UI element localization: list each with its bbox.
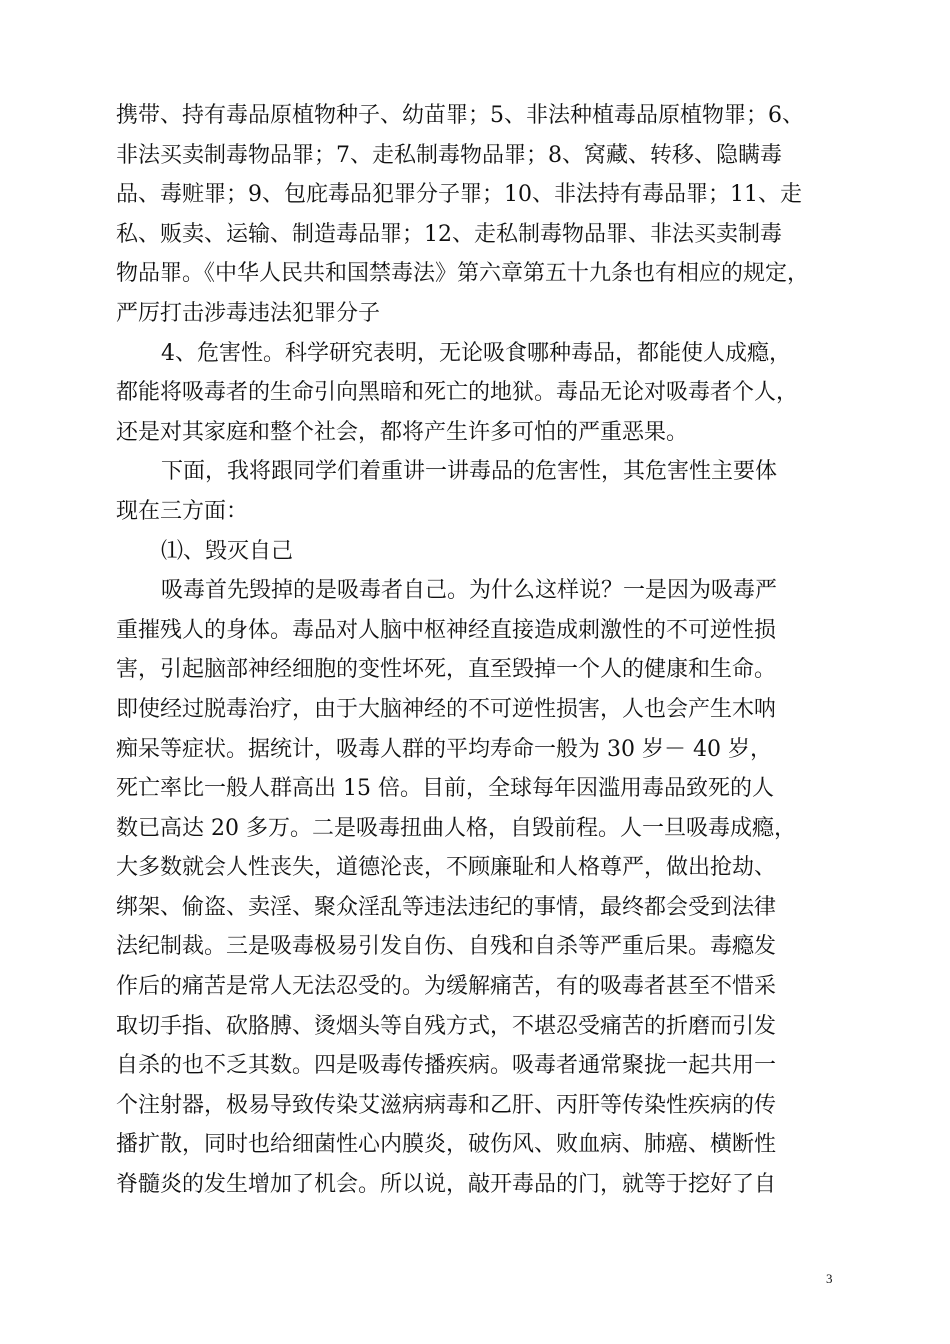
text-line: 下面，我将跟同学们着重讲一讲毒品的危害性，其危害性主要体 [161, 459, 778, 485]
text-line: 物品罪。《中华人民共和国禁毒法》第六章第五十九条也有相应的规定， [116, 261, 810, 287]
text-line: 都能将吸毒者的生命引向黑暗和死亡的地狱。毒品无论对吸毒者个人， [116, 380, 799, 406]
text-line: 严厉打击涉毒违法犯罪分子 [116, 300, 381, 326]
text-line: 个注射器，极易导致传染艾滋病病毒和乙肝、丙肝等传染性疾病的传 [116, 1092, 777, 1118]
text-line: 即使经过脱毒治疗，由于大脑神经的不可逆性损害，人也会产生木呐 [116, 696, 777, 722]
body-text [116, 96, 836, 1205]
text-line: 法纪制裁。三是吸毒极易引发自伤、自残和自杀等严重后果。毒瘾发 [116, 934, 777, 960]
text-line: 取切手指、砍胳膊、烫烟头等自残方式，不堪忍受痛苦的折磨而引发 [116, 1013, 777, 1039]
text-line: 吸毒首先毁掉的是吸毒者自己。为什么这样说？一是因为吸毒严 [161, 578, 778, 604]
text-line: 非法买卖制毒物品罪；7、走私制毒物品罪；8、窝藏、转移、隐瞒毒 [116, 142, 782, 168]
text-line: 痴呆等症状。据统计，吸毒人群的平均寿命一般为 30 岁－ 40 岁， [116, 736, 772, 762]
text-line: 数已高达 20 多万。二是吸毒扭曲人格，自毁前程。人一旦吸毒成瘾， [116, 815, 796, 841]
text-line: 害，引起脑部神经细胞的变性坏死，直至毁掉一个人的健康和生命。 [116, 657, 777, 683]
text-line: 品、毒赃罪；9、包庇毒品犯罪分子罪；10、非法持有毒品罪；11、走 [116, 182, 802, 208]
page-number: 3 [826, 1271, 833, 1286]
text-line: 重摧残人的身体。毒品对人脑中枢神经直接造成刺激性的不可逆性损 [116, 617, 777, 643]
section-heading: ⑴、毁灭自己 [161, 538, 294, 564]
text-line: 私、贩卖、运输、制造毒品罪；12、走私制毒物品罪、非法买卖制毒 [116, 221, 782, 247]
text-line: 死亡率比一般人群高出 15 倍。目前，全球每年因滥用毒品致死的人 [116, 776, 774, 802]
text-line: 绑架、偷盗、卖淫、聚众淫乱等违法违纪的事情，最终都会受到法律 [116, 894, 777, 920]
text-line: 携带、持有毒品原植物种子、幼苗罪；5、非法种植毒品原植物罪；6、 [116, 103, 804, 128]
text-line: 还是对其家庭和整个社会，都将产生许多可怕的严重恶果。 [116, 419, 689, 445]
text-line: 自杀的也不乏其数。四是吸毒传播疾病。吸毒者通常聚拢一起共用一 [116, 1053, 777, 1079]
text-line: 脊髓炎的发生增加了机会。所以说，敲开毒品的门，就等于挖好了自 [116, 1172, 777, 1198]
text-line: 现在三方面： [116, 498, 249, 524]
text-line: 作后的痛苦是常人无法忍受的。为缓解痛苦，有的吸毒者甚至不惜采 [116, 974, 777, 1000]
text-line: 大多数就会人性丧失，道德沦丧，不顾廉耻和人格尊严，做出抢劫、 [116, 855, 777, 881]
text-line: 4、危害性。科学研究表明，无论吸食哪种毒品，都能使人成瘾， [161, 340, 791, 366]
text-line: 播扩散，同时也给细菌性心内膜炎，破伤风、败血病、肺癌、横断性 [116, 1132, 777, 1158]
